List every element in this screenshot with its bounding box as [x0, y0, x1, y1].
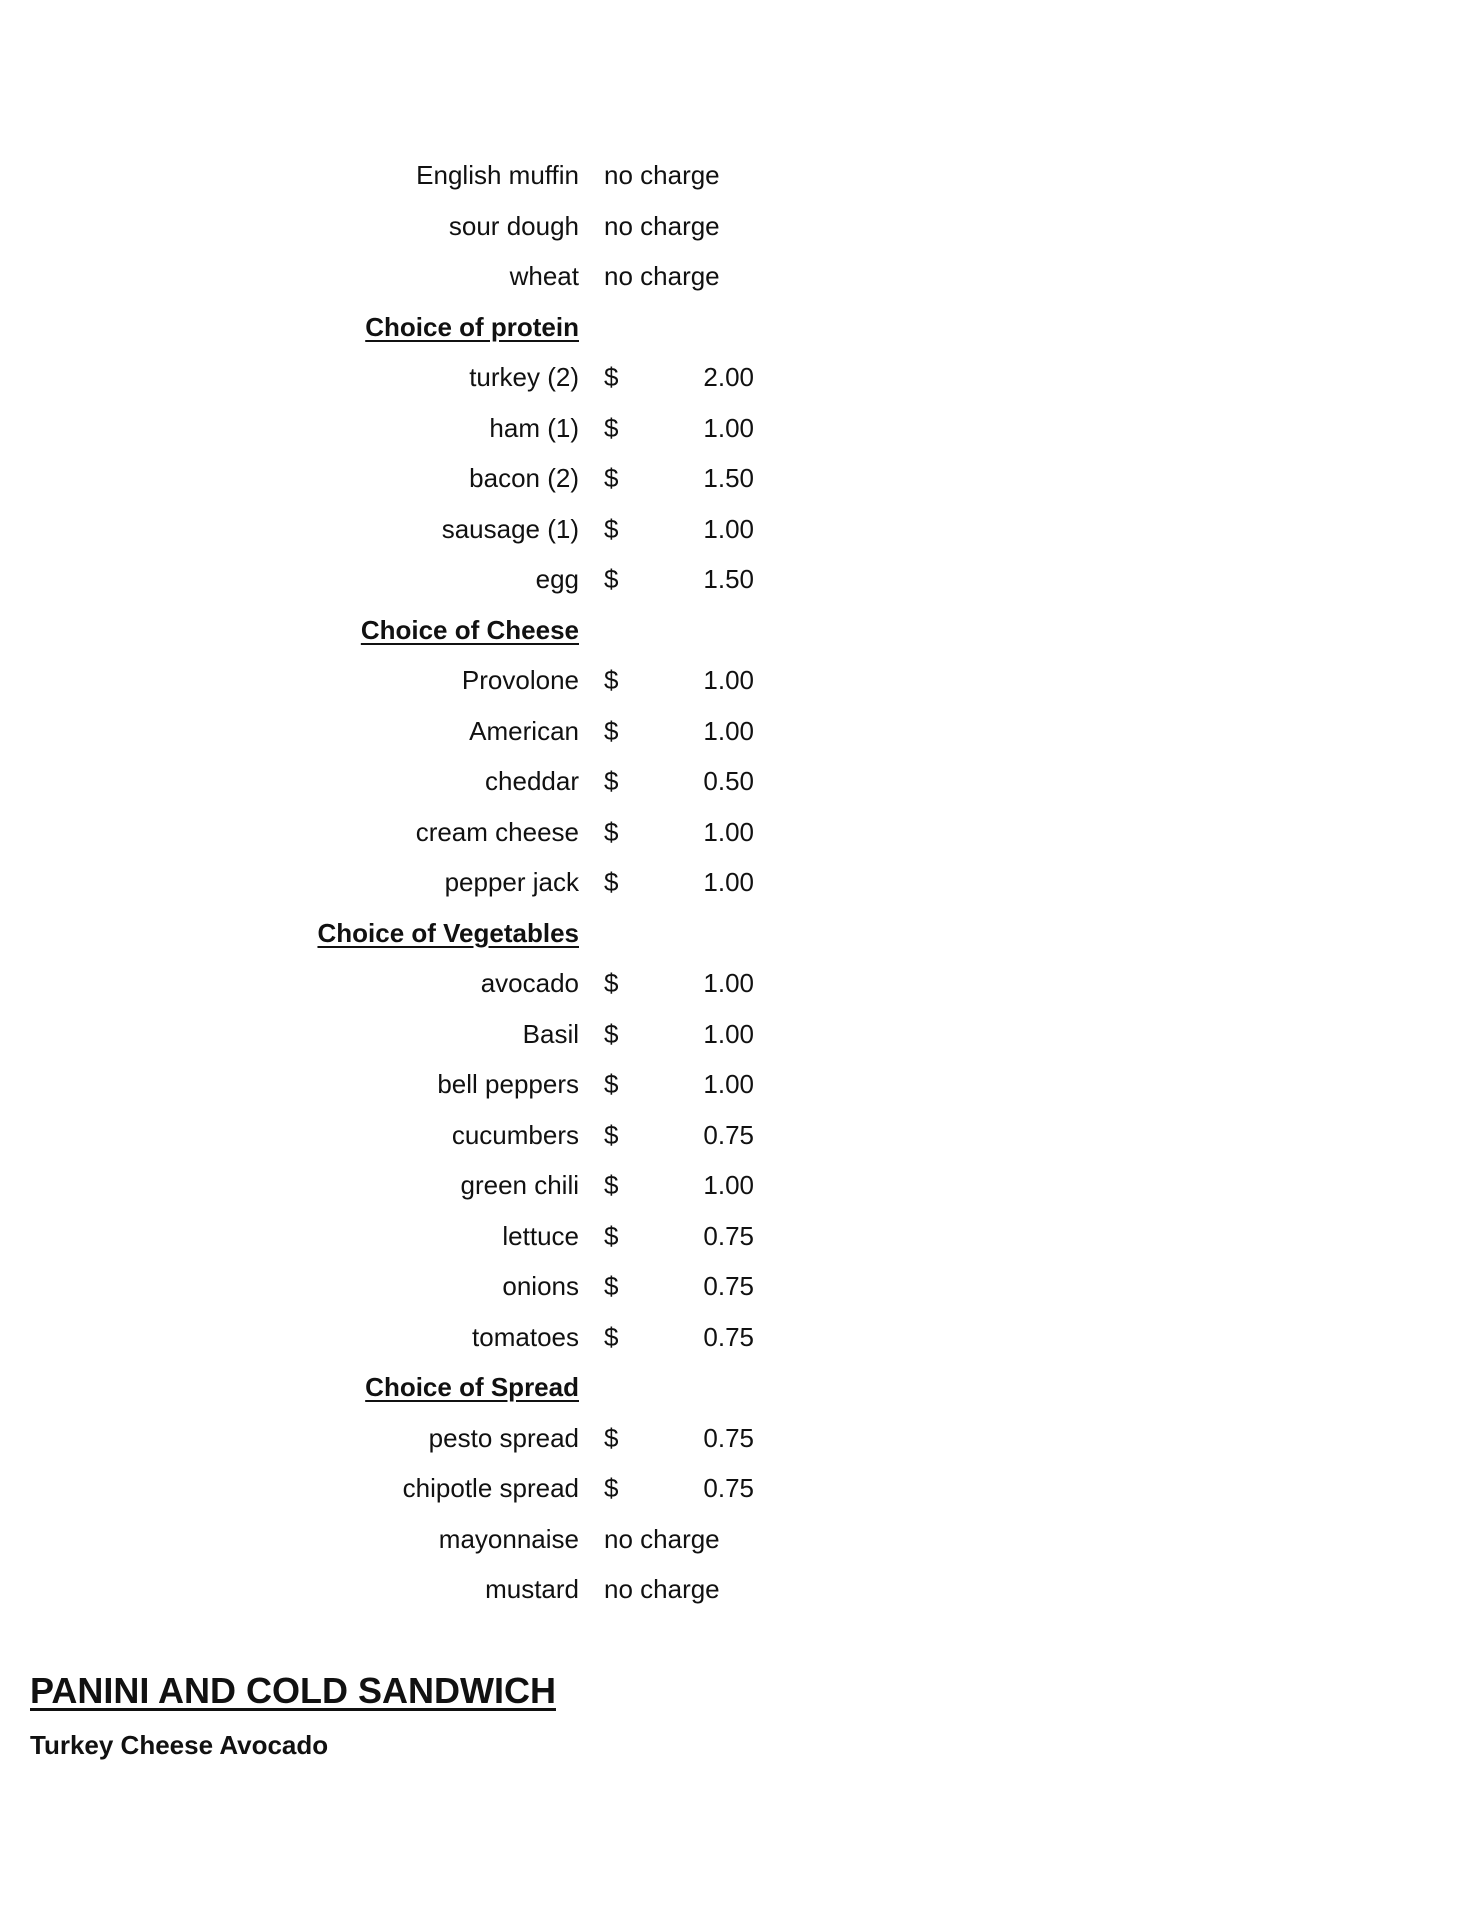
item-label: avocado — [480, 968, 579, 998]
item-label: lettuce — [502, 1220, 579, 1251]
item-label: English muffin — [416, 160, 579, 190]
item-label: turkey (2) — [469, 362, 579, 392]
item-label: pesto spread — [428, 1422, 579, 1453]
category-header-row — [0, 908, 1484, 959]
item-price: 1.00 — [703, 867, 754, 897]
currency-symbol: $ — [604, 816, 619, 847]
menu-item-row — [0, 1059, 1484, 1110]
menu-item-row — [0, 655, 1484, 706]
item-price: 0.75 — [703, 1220, 754, 1251]
item-price-note: no charge — [604, 1523, 720, 1554]
item-label: cucumbers — [451, 1119, 579, 1150]
item-price: 0.50 — [703, 766, 754, 796]
menu-item-row — [0, 857, 1484, 908]
menu-item-row — [0, 251, 1484, 302]
item-label: ham (1) — [489, 412, 579, 443]
menu-item-row — [0, 453, 1484, 504]
item-price: 1.00 — [703, 665, 754, 695]
item-label: wheat — [509, 261, 579, 291]
category-header-row — [0, 302, 1484, 353]
menu-item-row — [0, 807, 1484, 858]
item-label: Provolone — [461, 665, 579, 695]
item-label: bacon (2) — [469, 463, 579, 493]
menu-price-list — [0, 150, 1484, 1615]
menu-item-row — [0, 1009, 1484, 1060]
item-label: egg — [535, 564, 579, 594]
item-label: Basil — [522, 1018, 579, 1049]
currency-symbol: $ — [604, 1321, 619, 1352]
item-price: 1.00 — [703, 513, 754, 544]
item-price-note: no charge — [604, 261, 720, 291]
menu-item-row — [0, 1514, 1484, 1565]
menu-item-row — [0, 150, 1484, 201]
category-header-row — [0, 1362, 1484, 1413]
item-price: 0.75 — [703, 1271, 754, 1301]
currency-symbol: $ — [604, 412, 619, 443]
currency-symbol: $ — [604, 1069, 619, 1099]
item-label: sour dough — [448, 210, 579, 241]
item-price: 1.00 — [703, 412, 754, 443]
item-label: green chili — [460, 1170, 579, 1200]
item-price-note: no charge — [604, 210, 720, 241]
item-price: 1.00 — [703, 1170, 754, 1200]
item-price: 1.00 — [703, 1069, 754, 1099]
item-label: bell peppers — [437, 1069, 579, 1099]
menu-item-row — [0, 706, 1484, 757]
currency-symbol: $ — [604, 1271, 619, 1301]
category-header: Choice of Vegetables — [317, 917, 579, 948]
menu-item-row — [0, 756, 1484, 807]
menu-item-row — [0, 1312, 1484, 1363]
item-price-note: no charge — [604, 160, 720, 190]
category-header: Choice of protein — [365, 311, 579, 342]
item-label: mustard — [485, 1574, 579, 1604]
item-price: 0.75 — [703, 1119, 754, 1150]
menu-item-row — [0, 1463, 1484, 1514]
item-label: cheddar — [485, 766, 579, 796]
currency-symbol: $ — [604, 362, 619, 392]
item-price: 2.00 — [703, 362, 754, 392]
item-label: mayonnaise — [438, 1523, 579, 1554]
menu-item-row — [0, 1564, 1484, 1615]
category-header: Choice of Cheese — [360, 614, 579, 645]
section-title: PANINI AND COLD SANDWICH — [30, 1670, 556, 1711]
item-price: 1.00 — [703, 715, 754, 746]
menu-item-row — [0, 201, 1484, 252]
item-price: 0.75 — [703, 1321, 754, 1352]
menu-item-row — [0, 1110, 1484, 1161]
currency-symbol: $ — [604, 463, 619, 493]
item-label: pepper jack — [444, 867, 579, 897]
item-label: tomatoes — [472, 1321, 579, 1352]
category-header-row — [0, 605, 1484, 656]
menu-item-row — [0, 1261, 1484, 1312]
menu-item-row — [0, 554, 1484, 605]
currency-symbol: $ — [604, 1119, 619, 1150]
menu-item-row — [0, 352, 1484, 403]
category-header: Choice of Spread — [365, 1372, 579, 1402]
menu-item-row — [0, 1413, 1484, 1464]
item-price: 1.00 — [703, 968, 754, 998]
item-label: onions — [502, 1271, 579, 1301]
currency-symbol: $ — [604, 665, 619, 695]
item-label: chipotle spread — [402, 1473, 579, 1503]
item-price: 1.00 — [703, 1018, 754, 1049]
currency-symbol: $ — [604, 1170, 619, 1200]
menu-item-row — [0, 403, 1484, 454]
item-price-note: no charge — [604, 1574, 720, 1604]
currency-symbol: $ — [604, 1018, 619, 1049]
menu-item-row — [0, 1211, 1484, 1262]
currency-symbol: $ — [604, 564, 619, 594]
item-price: 1.00 — [703, 816, 754, 847]
section-subtitle: Turkey Cheese Avocado — [30, 1730, 329, 1760]
item-price: 0.75 — [703, 1422, 754, 1453]
menu-item-row — [0, 958, 1484, 1009]
currency-symbol: $ — [604, 766, 619, 796]
item-price: 0.75 — [703, 1473, 754, 1503]
currency-symbol: $ — [604, 715, 619, 746]
menu-item-row — [0, 504, 1484, 555]
item-label: cream cheese — [415, 816, 579, 847]
item-price: 1.50 — [703, 463, 754, 493]
currency-symbol: $ — [604, 968, 619, 998]
currency-symbol: $ — [604, 513, 619, 544]
currency-symbol: $ — [604, 1422, 619, 1453]
currency-symbol: $ — [604, 867, 619, 897]
currency-symbol: $ — [604, 1220, 619, 1251]
currency-symbol: $ — [604, 1473, 619, 1503]
menu-item-row — [0, 1160, 1484, 1211]
item-label: American — [469, 715, 579, 746]
item-label: sausage (1) — [441, 513, 579, 544]
item-price: 1.50 — [703, 564, 754, 594]
